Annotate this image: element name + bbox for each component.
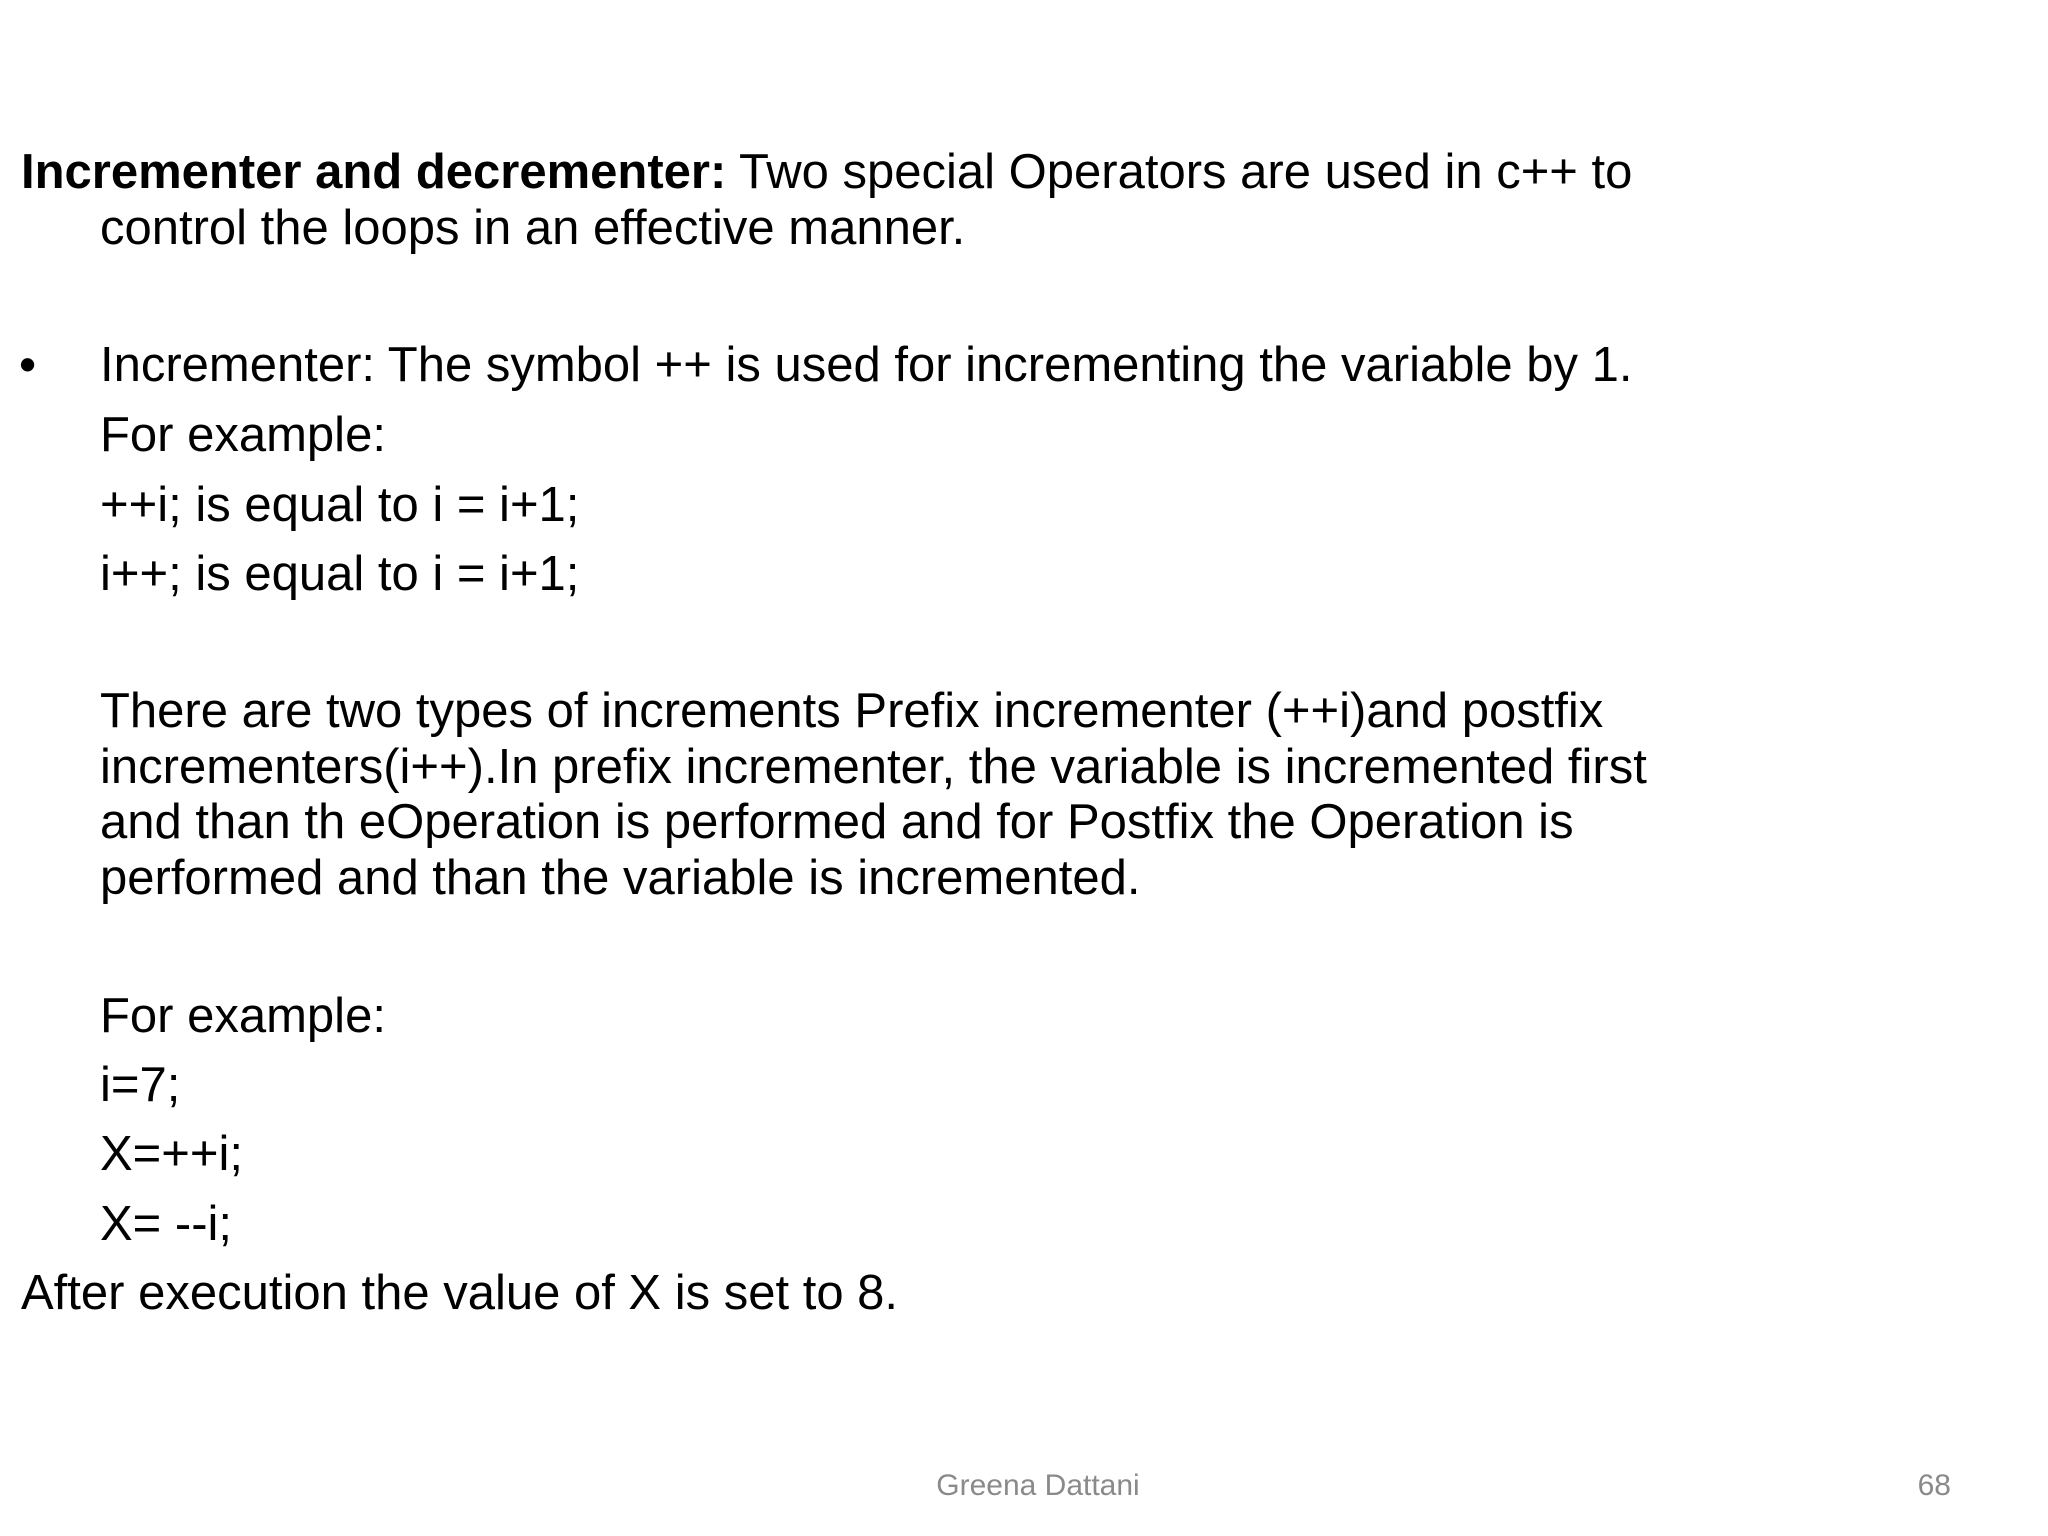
intro-line-2: control the loops in an effective manner. [100,201,966,255]
description-line: performed and than the variable is incremented. [100,851,1141,905]
conclusion: After execution the value of X is set to 8. [21,1266,899,1320]
description-line: There are two types of increments Prefix incrementer (++i)and postfix [100,684,1604,738]
bullet-icon: • [19,338,37,392]
description-line: incrementers(i++).In prefix incrementer, the variable is incremented first [100,740,1647,794]
example2-line: X= --i; [100,1197,233,1251]
incrementer-definition: Incrementer: The symbol ++ is used for incrementing the variable by 1. [100,338,1633,392]
example1-line: i++; is equal to i = i+1; [100,547,580,601]
example2-label: For example: [100,989,386,1043]
page-number: 68 [1917,1469,1951,1502]
intro-heading: Incrementer and decrementer: [21,145,727,199]
intro-text: Two special Operators are used in c++ to [726,145,1633,199]
example1-label: For example: [100,408,386,462]
example2-line: i=7; [100,1058,181,1112]
example1-line: ++i; is equal to i = i+1; [100,478,580,532]
example2-line: X=++i; [100,1127,244,1181]
description-line: and than th eOperation is performed and for Postfix the Operation is [100,795,1574,849]
intro-line-1 [21,145,1632,200]
footer-author: Greena Dattani [936,1469,1140,1502]
